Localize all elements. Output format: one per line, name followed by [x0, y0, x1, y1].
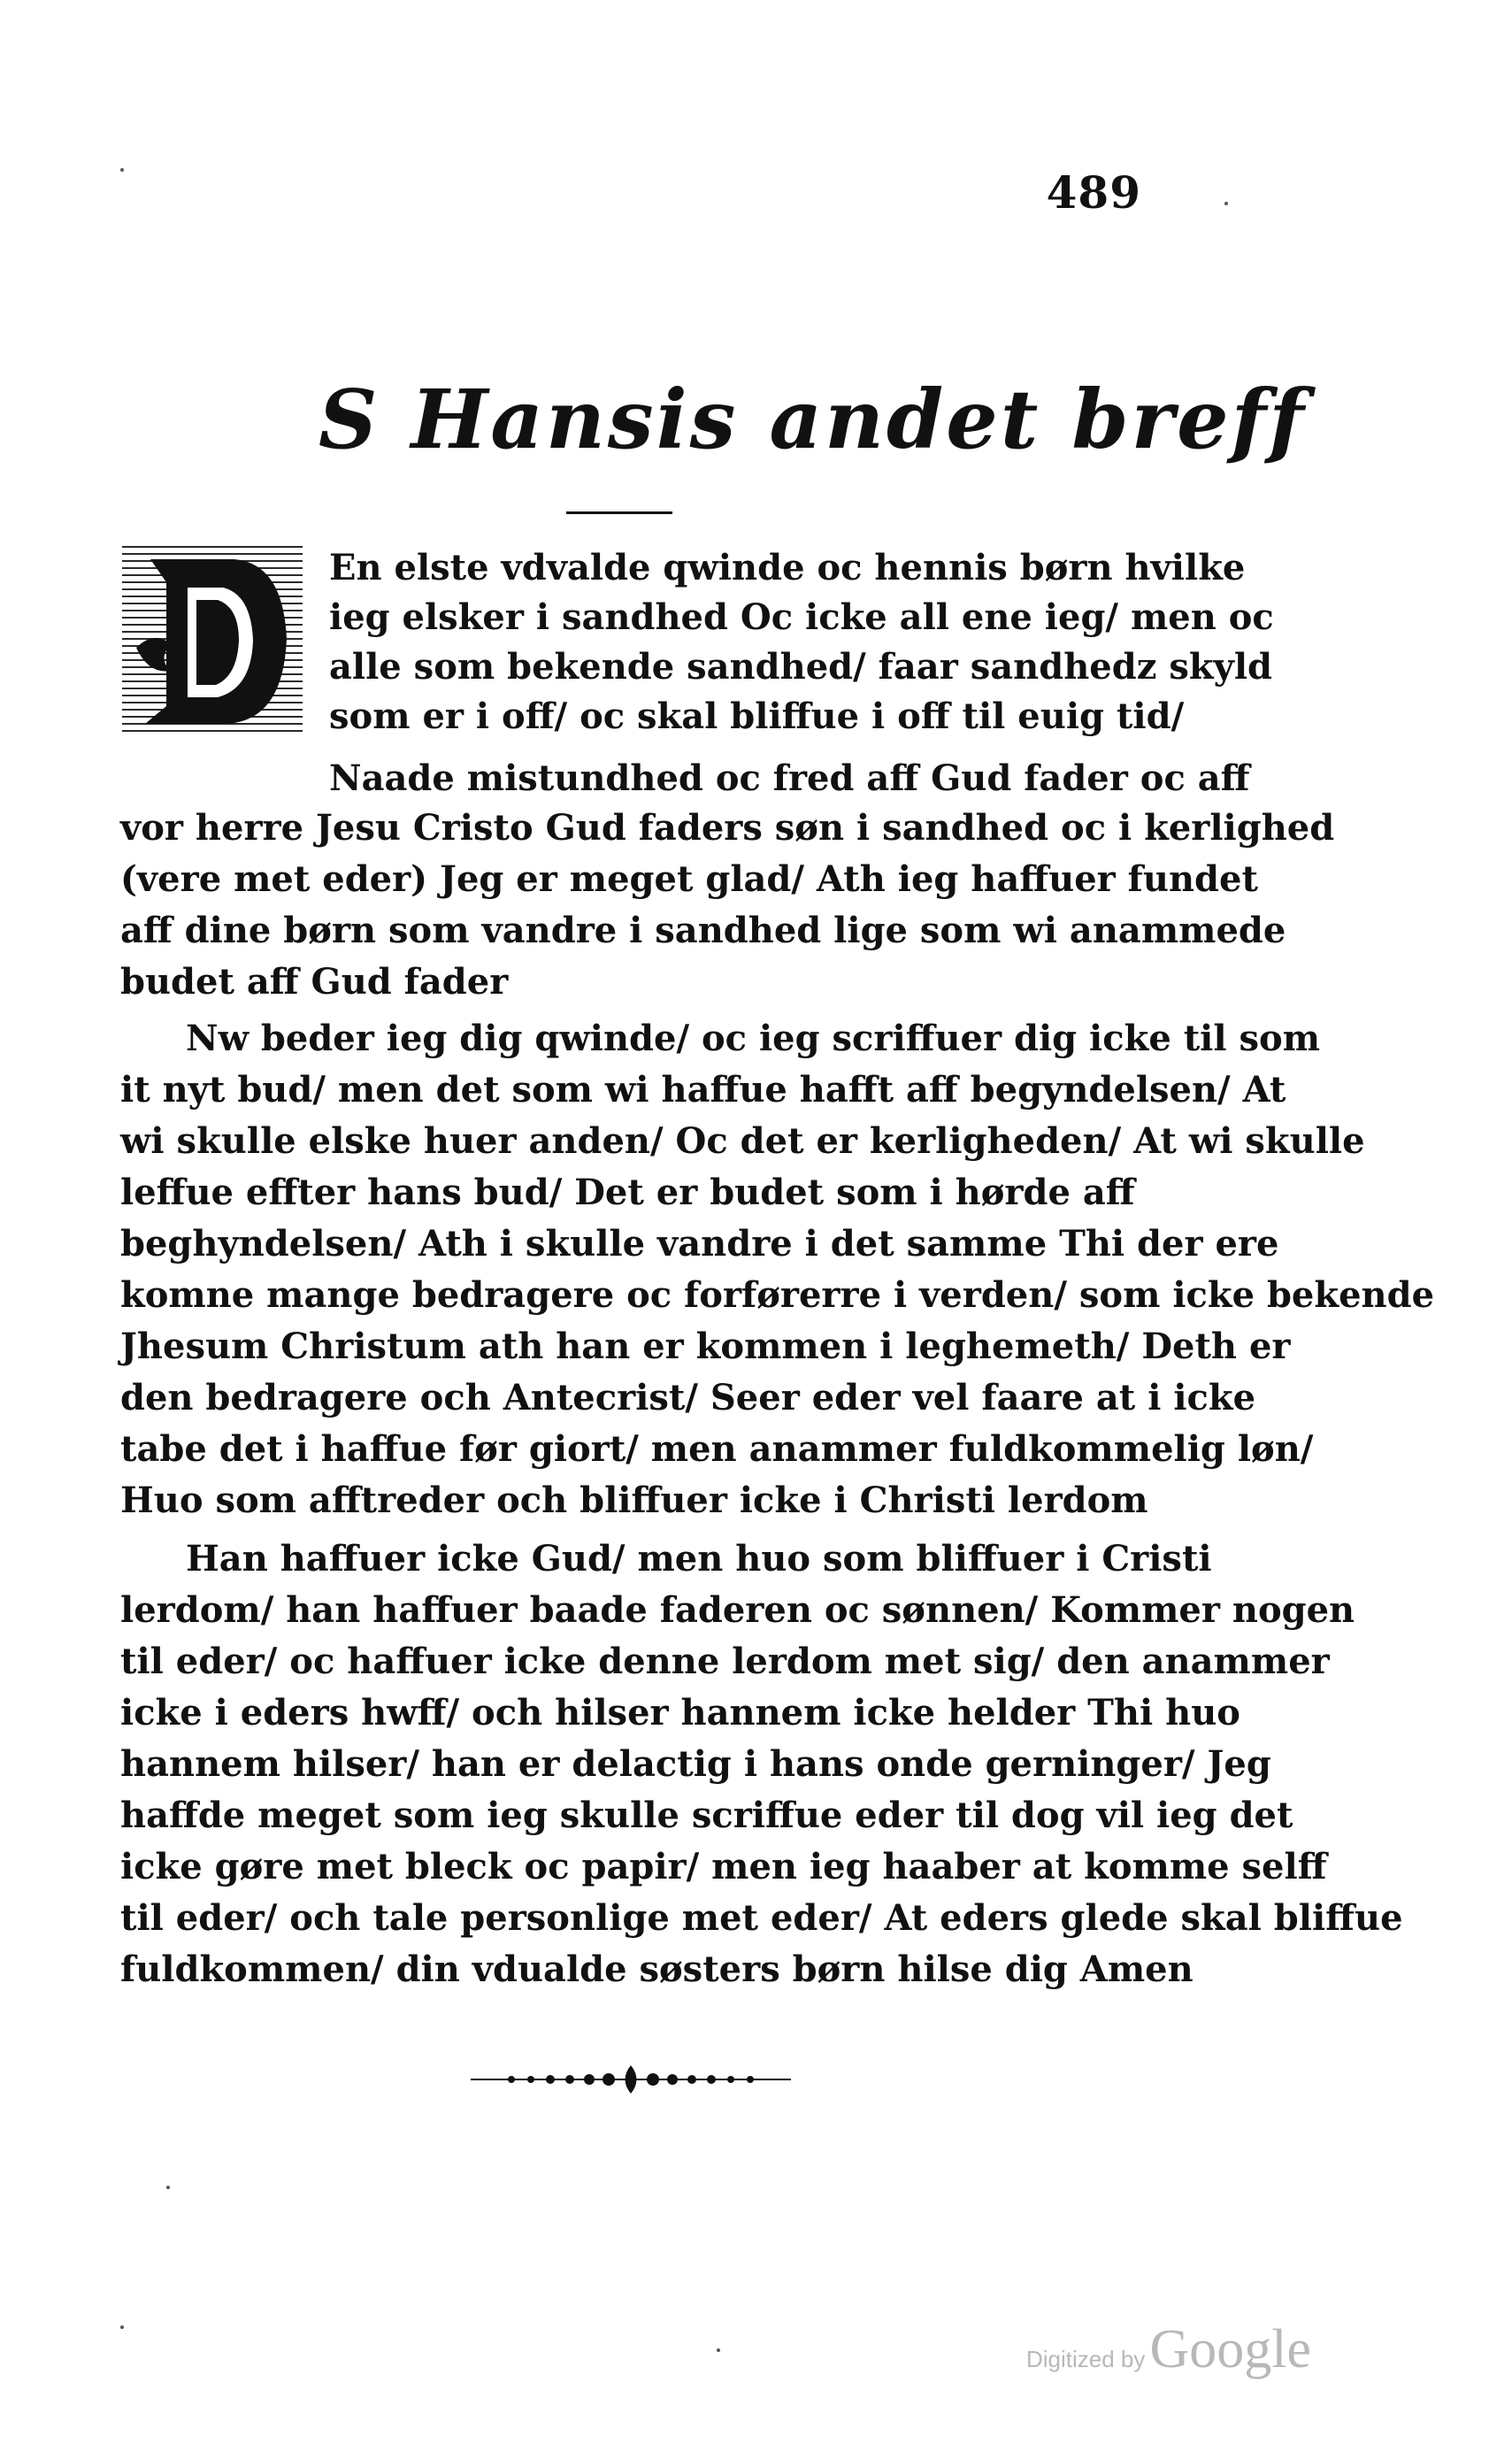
ornament-flourish-icon — [467, 2062, 794, 2097]
text-line: til eder/ oc haffuer icke denne lerdom met sig/ den anammer — [120, 1641, 1330, 1682]
text-line: icke gøre met bleck oc papir/ men ieg haaber at komme selff — [120, 1846, 1327, 1887]
text-line: til eder/ och tale personlige met eder/ At eders glede skal bliffue — [120, 1897, 1403, 1939]
watermark-brand: Google — [1149, 2319, 1312, 2379]
text-line: fuldkommen/ din vdualde søsters børn hilse dig Amen — [120, 1949, 1193, 1990]
text-line: hannem hilser/ han er delactig i hans onde gerninger/ Jeg — [120, 1743, 1271, 1785]
text-line: aff dine børn som vandre i sandhed lige som wi anammede — [120, 910, 1286, 951]
text-line: ieg elsker i sandhed Oc icke all ene ieg/ men oc — [329, 596, 1274, 638]
drop-cap-illustration — [119, 542, 306, 740]
text-line: Naade mistundhed oc fred aff Gud fader oc aff — [329, 757, 1250, 799]
digitized-watermark — [1026, 2318, 1345, 2389]
text-line: Huo som afftreder och bliffuer icke i Christi lerdom — [120, 1480, 1148, 1521]
text-line: Jhesum Christum ath han er kommen i leghemeth/ Deth er — [120, 1326, 1291, 1367]
text-line: komne mange bedragere oc forførerre i verden/ som icke bekende — [120, 1274, 1435, 1316]
text-line: haffde meget som ieg skulle scriffue eder til dog vil ieg det — [120, 1795, 1293, 1836]
page-number: 489 — [1046, 166, 1141, 219]
text-line: lerdom/ han haffuer baade faderen oc sønnen/ Kommer nogen — [120, 1589, 1355, 1631]
text-line: alle som bekende sandhed/ faar sandhedz skyld — [329, 646, 1272, 688]
ornament-divider — [467, 2062, 794, 2097]
print-speck — [166, 2186, 170, 2189]
text-line: tabe det i haffue før giort/ men anammer fuldkommelig løn/ — [120, 1428, 1314, 1470]
print-speck — [120, 168, 124, 172]
text-line: beghyndelsen/ Ath i skulle vandre i det samme Thi der ere — [120, 1223, 1279, 1264]
watermark-prefix: Digitized by — [1026, 2346, 1146, 2372]
title-divider — [566, 511, 672, 514]
chapter-title: S Hansis andet breff — [319, 372, 1307, 467]
text-line: den bedragere och Antecrist/ Seer eder vel faare at i icke — [120, 1377, 1256, 1418]
text-line: it nyt bud/ men det som wi haffue hafft aff begyndelsen/ At — [120, 1069, 1286, 1111]
print-speck — [717, 2348, 720, 2352]
text-line: Han haffuer icke Gud/ men huo som bliffuer i Cristi — [186, 1538, 1212, 1580]
text-line: som er i off/ oc skal bliffue i off til euig tid/ — [329, 696, 1185, 737]
drop-cap-d-icon — [119, 542, 306, 740]
text-line: (vere met eder) Jeg er meget glad/ Ath ieg haffuer fundet — [120, 858, 1258, 900]
text-line: leffue effter hans bud/ Det er budet som i hørde aff — [120, 1172, 1135, 1213]
print-speck — [120, 2325, 124, 2329]
text-line: budet aff Gud fader — [120, 961, 509, 1003]
text-line: wi skulle elske huer anden/ Oc det er kerligheden/ At wi skulle — [120, 1120, 1365, 1162]
text-line: Nw beder ieg dig qwinde/ oc ieg scriffuer dig icke til som — [186, 1018, 1321, 1059]
print-speck — [1224, 202, 1228, 205]
text-line: vor herre Jesu Cristo Gud faders søn i sandhed oc i kerlighed — [120, 807, 1335, 849]
text-line: icke i eders hwff/ och hilser hannem icke helder Thi huo — [120, 1692, 1240, 1733]
text-line: En elste vdvalde qwinde oc hennis børn hvilke — [329, 547, 1246, 588]
